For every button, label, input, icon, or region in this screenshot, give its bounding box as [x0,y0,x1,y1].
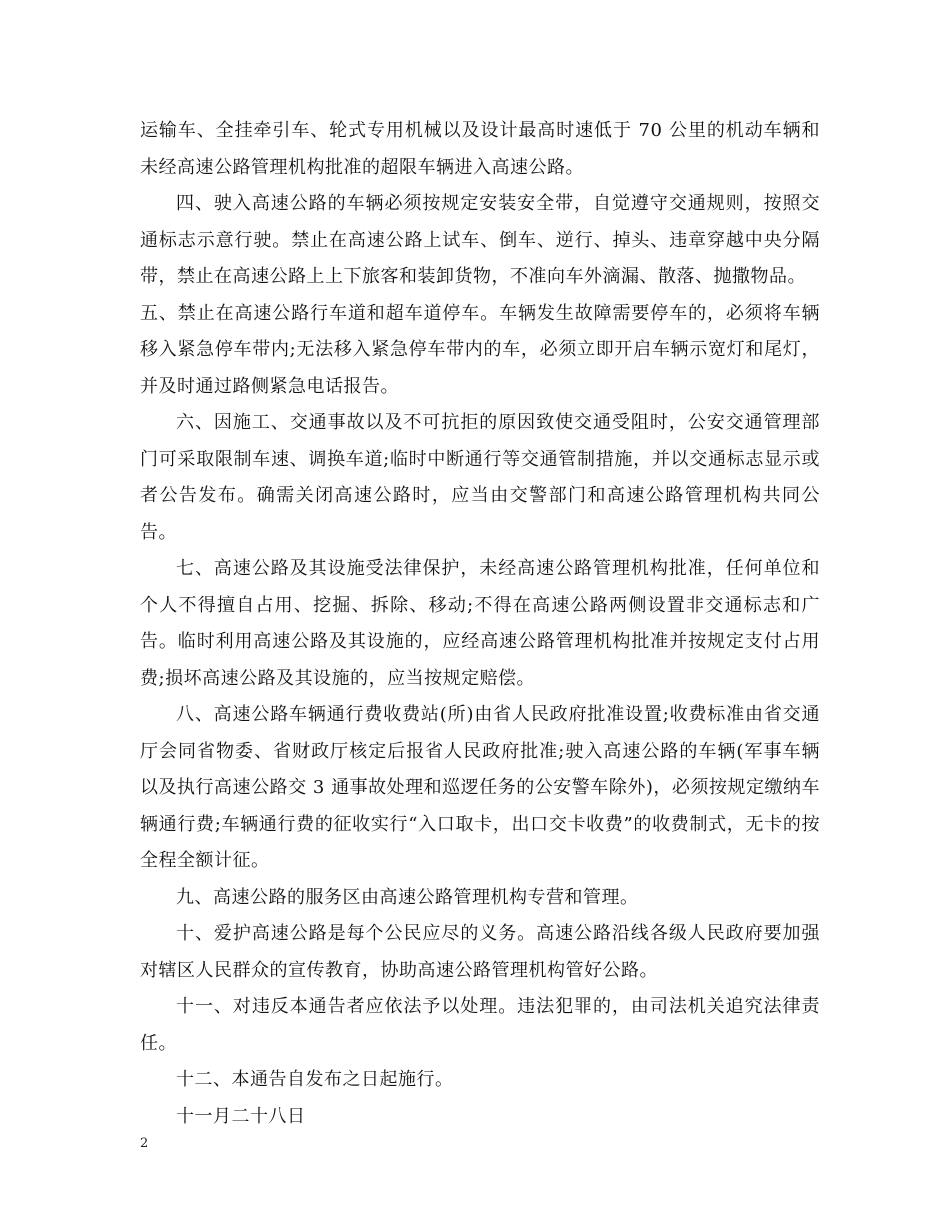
document-body [140,113,820,1135]
paragraph-date: 十一月二十八日 [176,1105,306,1127]
paragraph-clause-9: 九、高速公路的服务区由高速公路管理机构专营和管理。 [176,886,639,908]
page-number: 2 [140,1136,149,1151]
paragraph-clause-7: 七、高速公路及其设施受法律保护，未经高速公路管理机构批准，任何单位和个人不得擅自占用、挖掘、拆除、移动;不得在高速公路两侧设置非交通标志和广告。临时利用高速公路及其设施的，应经高速公路管理机构批准并按规定支付占用费;损坏高速公路及其设施的，应当按规定赔偿。 [140,558,820,689]
paragraph-clause-8: 八、高速公路车辆通行费收费站(所)由省人民政府批准设置;收费标准由省交通厅会同省物委、省财政厅核定后报省人民政府批准;驶入高速公路的车辆(军事车辆以及执行高速公路交 3 通事故处理和巡逻任务的公安警车除外)，必须按规定缴纳车辆通行费;车辆通行费的征收实行“入口取卡，出口交卡收费”的收费制式，无卡的按全程全额计征。 [140,704,820,871]
paragraph-clause-10: 十、爱护高速公路是每个公民应尽的义务。高速公路沿线各级人民政府要加强对辖区人民群众的宣传教育，协助高速公路管理机构管好公路。 [140,923,820,981]
paragraph-clause-6: 六、因施工、交通事故以及不可抗拒的原因致使交通受阻时，公安交通管理部门可采取限制车速、调换车道;临时中断通行等交通管制措施，并以交通标志显示或者公告发布。确需关闭高速公路时，应当由交警部门和高速公路管理机构共同公告。 [140,412,820,543]
paragraph-clause-12: 十二、本通告自发布之日起施行。 [176,1069,454,1090]
paragraph-continuation: 运输车、全挂牵引车、轮式专用机械以及设计最高时速低于 70 公里的机动车辆和未经高速公路管理机构批准的超限车辆进入高速公路。 [140,120,820,178]
paragraph-clause-4: 四、驶入高速公路的车辆必须按规定安装安全带，自觉遵守交通规则，按照交通标志示意行驶。禁止在高速公路上试车、倒车、逆行、掉头、违章穿越中央分隔带，禁止在高速公路上上下旅客和装卸货物，不准向车外滴漏、散落、抛撒物品。 [140,193,820,287]
paragraph-clause-11: 十一、对违反本通告者应依法予以处理。违法犯罪的，由司法机关追究法律责任。 [140,996,820,1054]
paragraph-clause-5: 五、禁止在高速公路行车道和超车道停车。车辆发生故障需要停车的，必须将车辆移入紧急停车带内;无法移入紧急停车带内的车，必须立即开启车辆示宽灯和尾灯，并及时通过路侧紧急电话报告。 [140,302,820,397]
